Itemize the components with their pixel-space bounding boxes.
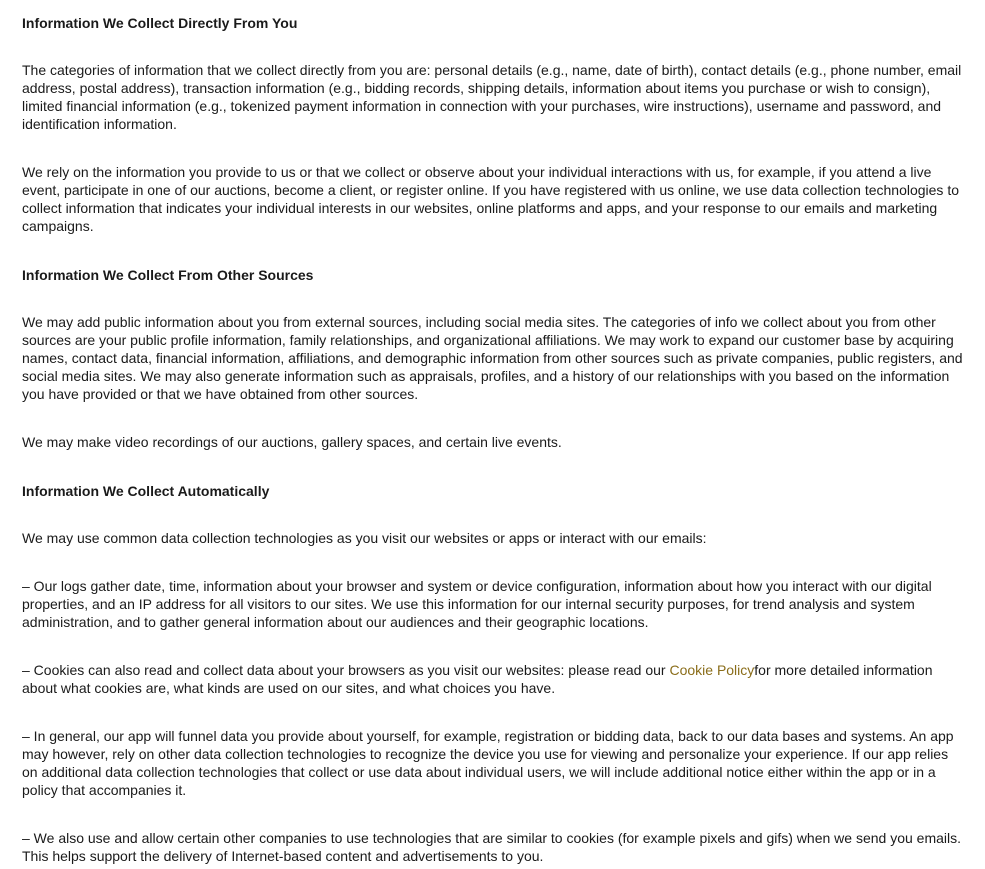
paragraph-other-public-info: We may add public information about you from external sources, including social media sites. The categories of info we collect about you from other sources are your public profile information, family relationships, and organizational affiliations. We may work to expand our customer base by acquiring names, contact data, financial information, affiliations, and demographic information from other sources such as private companies, public registers, and social media sites. We may also generate information such as appraisals, profiles, and a history of our relationships with you based on the information you have provided or that we have obtained from other sources. bbox=[22, 314, 963, 402]
cookies-text-after: for more detailed information about what cookies are, what kinds are used on our sites, and what choices you have. bbox=[22, 662, 933, 696]
paragraph-direct-reliance: We rely on the information you provide to us or that we collect or observe about your individual interactions with us, for example, if you attend a live event, participate in one of our auctions, become a client, or register online. If you have registered with us online, we use data collection technologies to collect information that indicates your individual interests in our websites, online platforms and apps, and your response to our emails and marketing campaigns. bbox=[22, 164, 959, 234]
cookie-policy-link[interactable]: Cookie Policy bbox=[669, 662, 755, 678]
heading-collect-directly: Information We Collect Directly From You bbox=[22, 15, 298, 31]
cookies-text-before: – Cookies can also read and collect data about your browsers as you visit our websites: please read our bbox=[22, 662, 670, 678]
paragraph-direct-categories: The categories of information that we collect directly from you are: personal details (e.g., name, date of birth), contact details (e.g., phone number, email address, postal address), transaction information (e.g., bidding records, shipping details, information about items you purchase or wish to consign), limited financial information (e.g., tokenized payment information in connection with your purchases, wire instructions), username and password, and identification information. bbox=[22, 62, 962, 132]
heading-collect-automatically: Information We Collect Automatically bbox=[22, 483, 270, 499]
heading-collect-other-sources: Information We Collect From Other Sources bbox=[22, 267, 314, 283]
paragraph-other-video: We may make video recordings of our auctions, gallery spaces, and certain live events. bbox=[22, 434, 562, 450]
paragraph-auto-cookies bbox=[22, 661, 965, 697]
paragraph-auto-intro: We may use common data collection technologies as you visit our websites or apps or interact with our emails: bbox=[22, 530, 707, 546]
paragraph-auto-emails: – We also use and allow certain other companies to use technologies that are similar to cookies (for example pixels and gifs) when we send you emails. This helps support the delivery of Internet-based content and advertisements to you. bbox=[22, 830, 962, 864]
paragraph-auto-app: – In general, our app will funnel data you provide about yourself, for example, registration or bidding data, back to our data bases and systems. An app may however, rely on other data collection technologies to recognize the device you use for viewing and personalize your experience. If our app relies on additional data collection technologies that collect or use data about individual users, we will include additional notice either within the app or in a policy that accompanies it. bbox=[22, 728, 954, 798]
paragraph-auto-logs: – Our logs gather date, time, information about your browser and system or device configuration, information about how you interact with our digital properties, and an IP address for all visitors to our sites. We use this information for our internal security purposes, for trend analysis and system administration, and to gather general information about our audiences and their geographic locations. bbox=[22, 578, 932, 630]
